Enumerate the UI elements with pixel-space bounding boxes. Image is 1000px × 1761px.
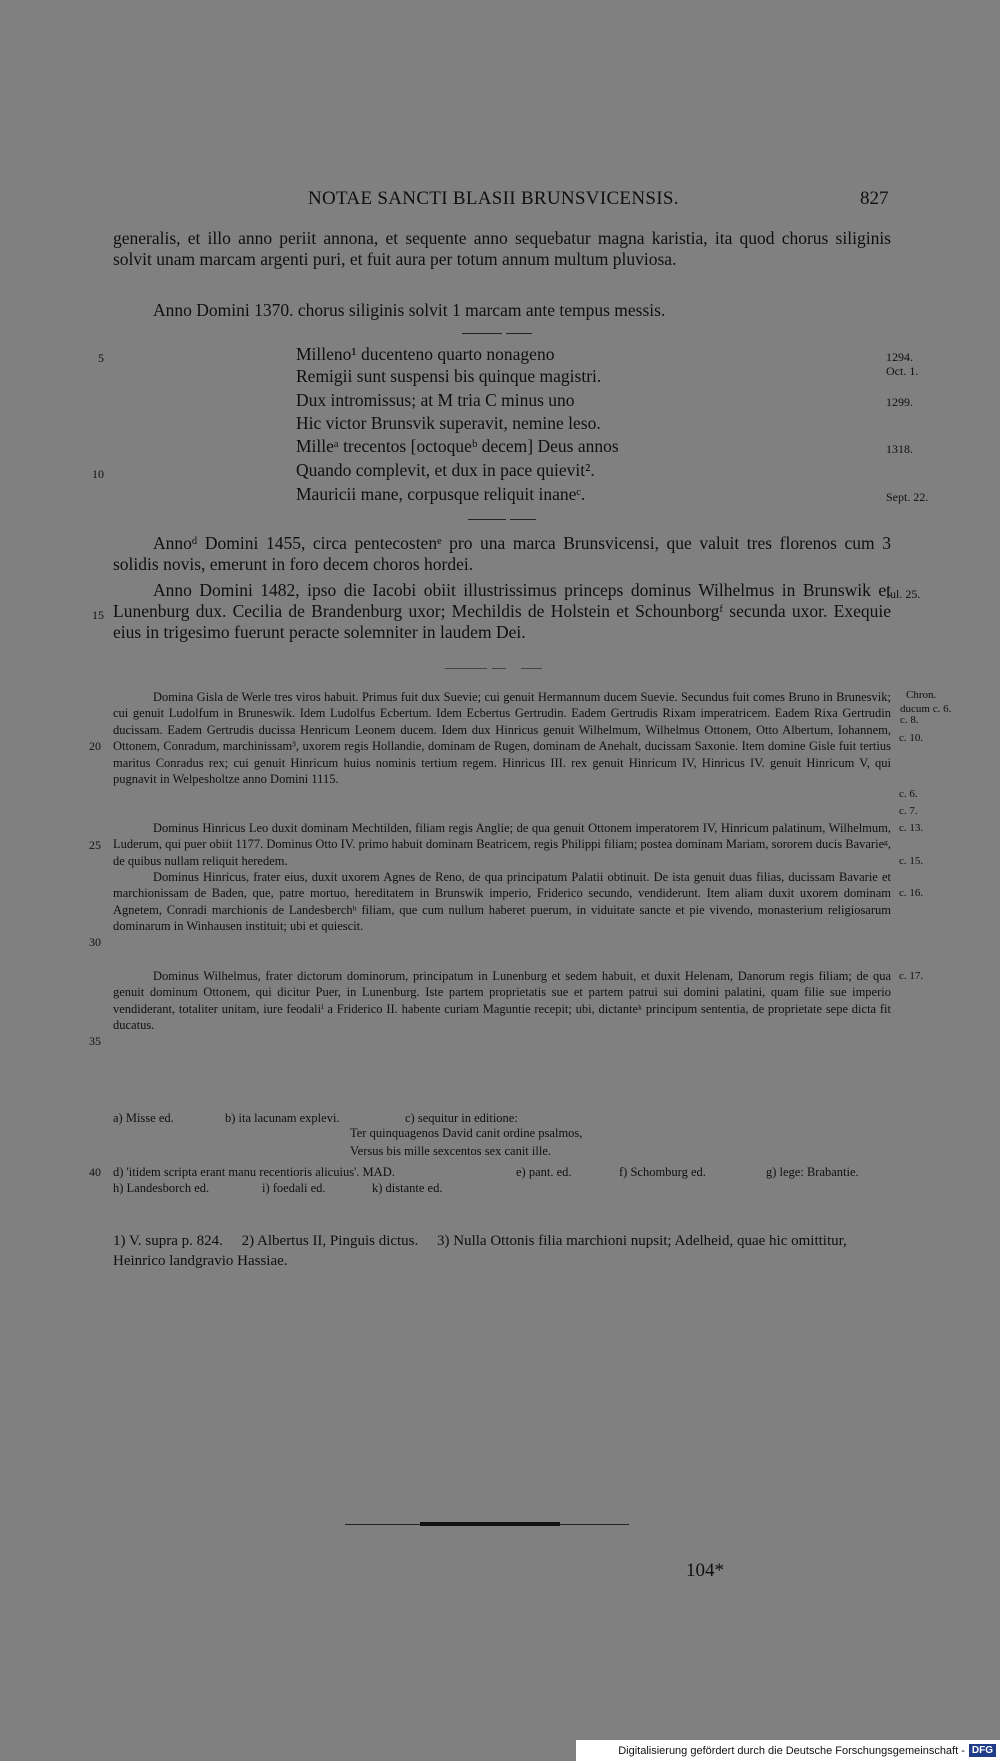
appendix-paragraph: Dominus Wilhelmus, frater dictorum dominorum, principatum in Lunenburg et sedem habuit, et duxit Helenam, Danorum regis filiam; de qua genuit dominum Ottonem, qui dicitur Puer, in Lunenburg. Iste partem proprietatis sue et partem patrui sui domini palatini, quam filie sue imperio vendiderant, totaliter unitam, iure feodaliⁱ a Friderico II. habente curiam Maguntie recepit; ubi, dictanteᵏ principum sententia, de proprietate sepe dicta fit ducatus. — [113, 969, 891, 1033]
paragraph-3: Annoᵈ Domini 1455, circa pentecostenᵉ pro una marca Brunsvicensi, que valuit tres florenos cum 3 solidis novis, emerunt in foro decem choros hordei. — [113, 533, 891, 574]
margin-reference: c. 7. — [899, 805, 918, 817]
verse-line: Hic victor Brunsvik superavit, nemine leso. — [296, 413, 601, 433]
apparatus-note: b) ita lacunam explevi. — [225, 1111, 340, 1125]
margin-date: 1299. — [886, 395, 913, 409]
separator-rule — [468, 519, 506, 520]
margin-date: Iul. 25. — [886, 587, 921, 601]
margin-reference: c. 13. — [899, 822, 924, 834]
apparatus-note: e) pant. ed. — [516, 1165, 572, 1179]
verse-line: Dux intromissus; at M tria C minus uno — [296, 390, 575, 410]
apparatus-note: g) lege: Brabantie. — [766, 1165, 859, 1179]
margin-reference: c. 6. — [899, 788, 918, 800]
apparatus-note: Versus bis mille sexcentos sex canit ille. — [350, 1144, 552, 1158]
margin-reference: c. 17. — [899, 970, 924, 982]
margin-reference: c. 8. — [900, 714, 919, 726]
closing-rule-thick — [420, 1522, 560, 1526]
footnotes: 1) V. supra p. 824. 2) Albertus II, Pinguis dictus. 3) Nulla Ottonis filia marchioni nupsit; Adelheid, quae hic omittitur, Heinrico landgravio Hassiae. — [113, 1233, 851, 1269]
line-number: 40 — [89, 1165, 101, 1179]
appendix-paragraph: Dominus Hinricus Leo duxit dominam Mechtilden, filiam regis Anglie; de qua genuit Ottonem imperatorem IV, Hinricum palatinum, Wilhelmum, Luderum, qui puer obiit 1177. Dominus Otto IV. primo habuit dominam Beatricem, regis Philippi filiam; postea dominam Mariam, sororem ducis Bavarieᵍ, de quibus nullam reliquit heredem. — [113, 821, 891, 868]
verse-line: Remigii sunt suspensi bis quinque magistri. — [296, 366, 602, 386]
apparatus-note: Ter quinquagenos David canit ordine psalmos, — [350, 1126, 583, 1140]
verse-line: Milleno¹ ducenteno quarto nonageno — [296, 344, 555, 364]
line-number: 30 — [89, 935, 101, 949]
margin-date: 1294. — [886, 350, 913, 364]
verse-line: Milleᵃ trecentos [octoqueᵇ decem] Deus annos — [296, 436, 619, 456]
paragraph-4: Anno Domini 1482, ipso die Iacobi obiit illustrissimus princeps dominus Wilhelmus in Brunswik et Lunenburg dux. Cecilia de Brandenburg uxor; Mechildis de Holstein et Schounborgᶠ secunda uxor. Exequie eius in trigesimo fuerunt peracte solemniter in laudem Dei. — [113, 580, 891, 642]
margin-reference: c. 16. — [899, 887, 924, 899]
paragraph-1: generalis, et illo anno periit annona, et sequente anno sequebatur magna karistia, ita quod chorus siliginis solvit unam marcam argenti puri, et fuit aura per totum annum multum pluviosa. — [113, 228, 891, 269]
apparatus-note: a) Misse ed. — [113, 1111, 174, 1125]
separator-rule — [492, 668, 506, 669]
margin-date: Sept. 22. — [886, 490, 929, 504]
margin-reference: ducum c. 6. — [900, 703, 952, 715]
separator-rule — [521, 668, 542, 669]
apparatus-note: f) Schomburg ed. — [619, 1165, 706, 1179]
line-number: 15 — [92, 608, 104, 622]
apparatus-note: k) distante ed. — [372, 1181, 443, 1195]
line-number: 35 — [89, 1034, 101, 1048]
apparatus-note: h) Landesborch ed. — [113, 1181, 210, 1195]
apparatus-note: i) foedali ed. — [262, 1181, 326, 1195]
footer-text: Digitalisierung gefördert durch die Deutsche Forschungsgemeinschaft - — [618, 1744, 965, 1757]
running-title: NOTAE SANCTI BLASII BRUNSVICENSIS. — [308, 188, 679, 209]
verse-line: Mauricii mane, corpusque reliquit inaneᶜ. — [296, 484, 586, 504]
margin-reference: Chron. — [906, 689, 937, 701]
separator-rule — [510, 519, 536, 520]
separator-rule — [506, 333, 532, 334]
apparatus-note: c) sequitur in editione: — [405, 1111, 518, 1125]
appendix-paragraph: Domina Gisla de Werle tres viros habuit. Primus fuit dux Suevie; cui genuit Hermannum ducem Suevie. Secundus fuit comes Bruno in Brunesvik; cui genuit Ludolfum in Bruneswik. Idem Ludolfus Ecbertum. Idem Ecbertus Gertrudin. Eadem Gertrudis Rixam imperatricem. Eadem Rixa Gertrudin ducissam. Eadem Gertrudis ducissa Henricum Leonem ducem. Idem dux Hinricus genuit Wilhelmum, Wilhelmus Ottonem, Otto Albertum, Iohannem, Ottonem, Conradum, marchinissam³, uxorem regis Hollandie, dominam de Rugen, dominam de Anehalt, ducissam Saxonie. Item domine Gisle fuit tertius maritus Conradus rex; cui genuit Hinricum huius nominis tertium regem. Hinricus III. rex genuit Hinricum IV, Hinricus IV. genuit Hinricum V, qui pugnavit in Welpesholtze anno Domini 1115. — [113, 690, 891, 787]
line-number: 20 — [89, 739, 101, 753]
page-number: 827 — [860, 188, 889, 209]
margin-date: 1318. — [886, 442, 913, 456]
apparatus-note: d) 'itidem scripta erant manu recentioris alicuius'. MAD. — [113, 1165, 395, 1179]
line-number: 25 — [89, 838, 101, 852]
signature-mark: 104* — [686, 1560, 724, 1581]
paragraph-2: Anno Domini 1370. chorus siliginis solvit 1 marcam ante tempus messis. — [153, 300, 666, 320]
margin-reference: c. 10. — [899, 732, 924, 744]
digitization-footer — [576, 1740, 1000, 1761]
margin-reference: c. 15. — [899, 855, 924, 867]
separator-rule — [445, 668, 487, 669]
appendix-paragraph: Dominus Hinricus, frater eius, duxit uxorem Agnes de Reno, de qua principatum Palatii obtinuit. De ista genuit duas filias, ducissam Bavarie et marchionissam de Baden, que, patre mortuo, hereditatem in Brunswik imperio, Friderico secundo, vendiderunt. Item aliam duxit uxorem dominam Agnetem, Conradi marchionis de Landesberchʰ filiam, que cum nullum haberet puerum, in viduitate sancte et pie vivendo, monasterium religiosarum dominarum in Winhausen instituit; ubi et quiescit. — [113, 870, 891, 934]
dfg-logo: DFG — [969, 1744, 996, 1757]
verse-line: Quando complevit, et dux in pace quievit². — [296, 460, 595, 480]
margin-date: Oct. 1. — [886, 364, 919, 378]
line-number: 10 — [92, 467, 104, 481]
separator-rule — [462, 333, 502, 334]
line-number: 5 — [98, 351, 104, 365]
